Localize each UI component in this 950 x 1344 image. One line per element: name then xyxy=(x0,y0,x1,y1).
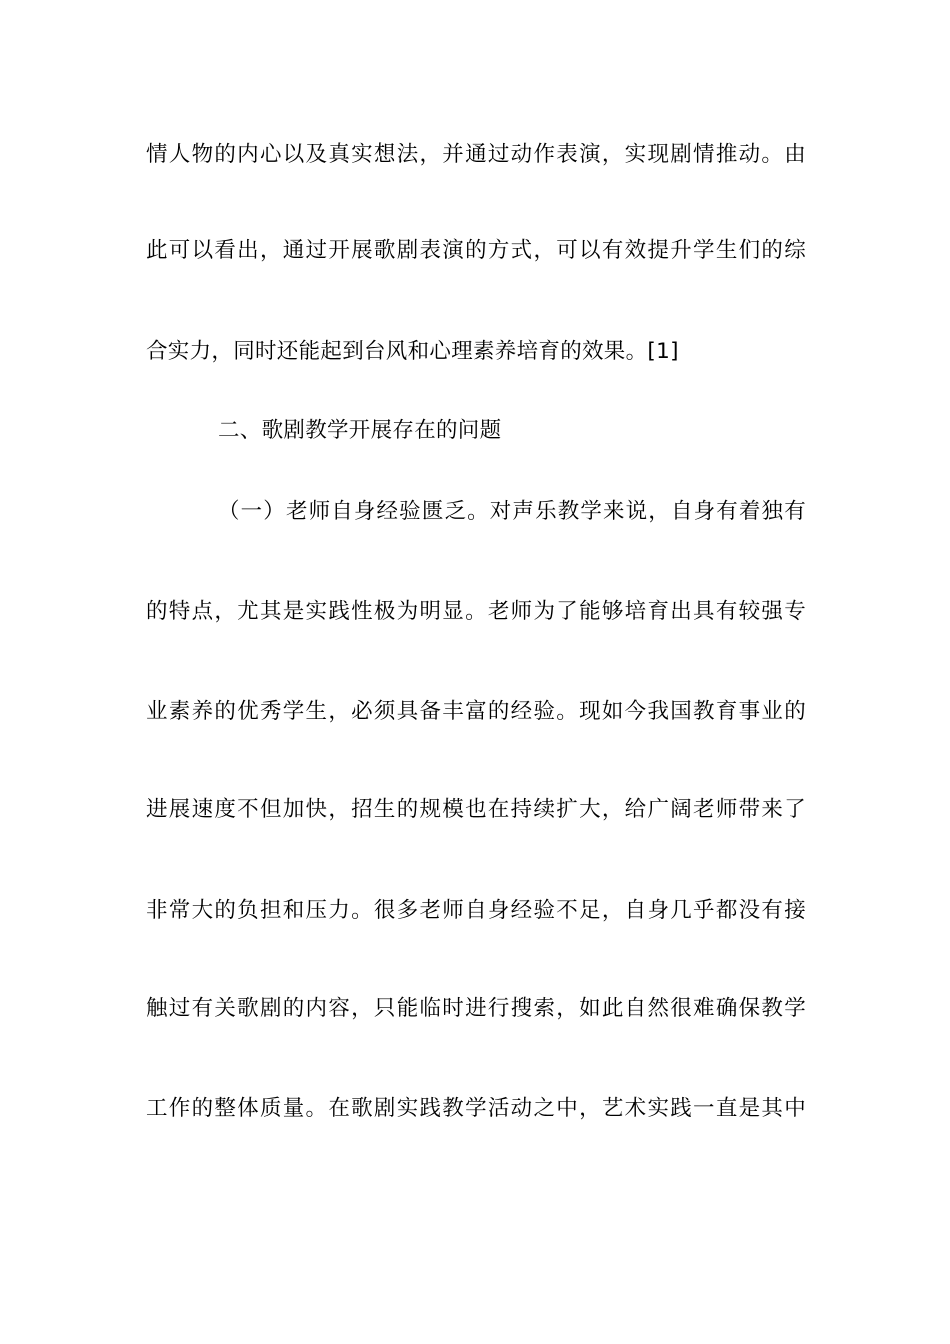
paragraph-line: 此可以看出，通过开展歌剧表演的方式，可以有效提升学生们的综 xyxy=(146,238,806,263)
paragraph-line: 触过有关歌剧的内容，只能临时进行搜索，如此自然很难确保教学 xyxy=(146,996,806,1021)
paragraph-line: 合实力，同时还能起到台风和心理素养培育的效果。[1] xyxy=(146,339,679,364)
paragraph-line: （一）老师自身经验匮乏。对声乐教学来说，自身有着独有 xyxy=(218,499,806,524)
paragraph-line: 非常大的负担和压力。很多老师自身经验不足，自身几乎都没有接 xyxy=(146,898,806,923)
paragraph-line: 的特点，尤其是实践性极为明显。老师为了能够培育出具有较强专 xyxy=(146,599,806,624)
paragraph-line: 工作的整体质量。在歌剧实践教学活动之中，艺术实践一直是其中 xyxy=(146,1096,806,1121)
paragraph-line: 情人物的内心以及真实想法，并通过动作表演，实现剧情推动。由 xyxy=(146,142,806,167)
paragraph-line: 进展速度不但加快，招生的规模也在持续扩大，给广阔老师带来了 xyxy=(146,797,806,822)
section-heading: 二、歌剧教学开展存在的问题 xyxy=(218,418,502,443)
paragraph-line: 业素养的优秀学生，必须具备丰富的经验。现如今我国教育事业的 xyxy=(146,699,806,724)
